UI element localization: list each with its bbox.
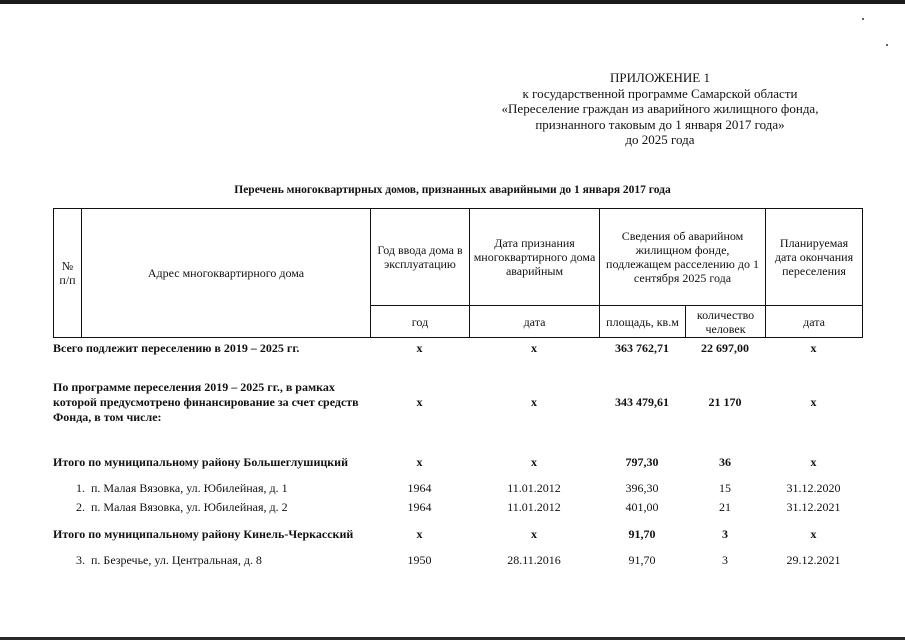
data-table	[53, 337, 862, 570]
row-date: 28.11.2016	[507, 553, 561, 567]
header-year-built: Год ввода дома в эксплуатацию	[371, 209, 470, 306]
table-row	[53, 377, 862, 427]
row-address	[53, 551, 370, 570]
row-spacer	[53, 427, 862, 445]
row-label: Всего подлежит переселению в 2019 – 2025 гг.	[53, 340, 300, 355]
row-people: 21 170	[708, 394, 742, 409]
row-num: 1.	[76, 481, 85, 495]
row-date: х	[531, 340, 537, 355]
subheader-people: количество человек	[686, 306, 766, 338]
row-spacer	[53, 359, 862, 377]
row-date: х	[531, 454, 537, 469]
row-date: х	[531, 526, 537, 541]
row-end: 29.12.2021	[786, 553, 841, 567]
row-address	[53, 479, 370, 498]
row-area: 401,00	[625, 500, 659, 514]
subheader-year: год	[371, 306, 470, 338]
row-year: 1964	[407, 481, 432, 495]
row-area: 91,70	[628, 553, 656, 567]
row-label: п. Малая Вязовка, ул. Юбилейная, д. 1	[91, 481, 288, 495]
row-num: 2.	[76, 500, 85, 514]
appendix-line: до 2025 года	[625, 132, 695, 147]
row-end: х	[810, 340, 817, 355]
row-address	[53, 498, 370, 517]
table-row	[53, 445, 862, 479]
scan-edge-top	[0, 0, 905, 4]
row-end: х	[810, 454, 817, 469]
table-row	[53, 337, 862, 359]
table-row	[53, 551, 862, 570]
row-date: х	[531, 394, 537, 409]
header-table	[53, 208, 863, 338]
row-year: х	[416, 526, 423, 541]
row-end: х	[810, 526, 817, 541]
list-title: Перечень многоквартирных домов, признанных аварийными до 1 января 2017 года	[234, 184, 671, 196]
row-area: 343 479,61	[615, 394, 669, 409]
header-address: Адрес многоквартирного дома	[82, 209, 371, 338]
appendix-header	[440, 70, 880, 148]
row-end: х	[810, 394, 817, 409]
row-end: 31.12.2020	[786, 481, 841, 495]
row-label: п. Безречье, ул. Центральная, д. 8	[91, 553, 262, 567]
row-people: 36	[719, 454, 731, 469]
appendix-line: «Переселение граждан из аварийного жилищного фонда,	[501, 101, 819, 116]
row-people: 22 697,00	[701, 340, 749, 355]
table-row	[53, 479, 862, 498]
header-planned-end: Планируемая дата окончания переселения	[766, 209, 863, 306]
header-num: № п/п	[54, 209, 82, 338]
row-year: х	[416, 454, 423, 469]
table-row	[53, 498, 862, 517]
row-people: 3	[722, 553, 728, 567]
appendix-line: признанного таковым до 1 января 2017 года»	[535, 116, 785, 132]
header-fund-info: Сведения об аварийном жилищном фонде, подлежащем расселению до 1 сентября 2025 года	[600, 209, 766, 306]
row-people: 21	[719, 500, 731, 514]
row-area: 363 762,71	[615, 340, 669, 355]
row-date: 11.01.2012	[507, 481, 561, 495]
row-area: 91,70	[628, 526, 656, 541]
appendix-line: к государственной программе Самарской области	[522, 85, 798, 101]
row-people: 3	[722, 526, 728, 541]
appendix-title: ПРИЛОЖЕНИЕ 1	[610, 70, 710, 85]
row-area: 797,30	[625, 454, 659, 469]
subheader-area: площадь, кв.м	[600, 306, 686, 338]
table-row	[53, 517, 862, 551]
row-year: х	[416, 340, 423, 355]
row-num: 3.	[76, 553, 85, 567]
row-date: 11.01.2012	[507, 500, 561, 514]
header-date-recognized: Дата признания многоквартирного дома аварийным	[470, 209, 600, 306]
row-label: п. Малая Вязовка, ул. Юбилейная, д. 2	[91, 500, 288, 514]
row-label: По программе переселения 2019 – 2025 гг., в рамках которой предусмотрено финансирование за счет средств Фонда, в том числе:	[53, 379, 359, 424]
subheader-date: дата	[470, 306, 600, 338]
row-end: 31.12.2021	[786, 500, 841, 514]
row-year: х	[416, 394, 423, 409]
row-area: 396,30	[625, 481, 659, 495]
row-people: 15	[719, 481, 731, 495]
scan-speck	[886, 44, 888, 46]
row-year: 1964	[407, 500, 432, 514]
subheader-end-date: дата	[766, 306, 863, 338]
row-year: 1950	[407, 553, 432, 567]
row-label: Итого по муниципальному району Кинель-Черкасский	[53, 526, 354, 541]
row-label: Итого по муниципальному району Большеглушицкий	[53, 454, 349, 469]
scan-speck	[862, 18, 864, 20]
